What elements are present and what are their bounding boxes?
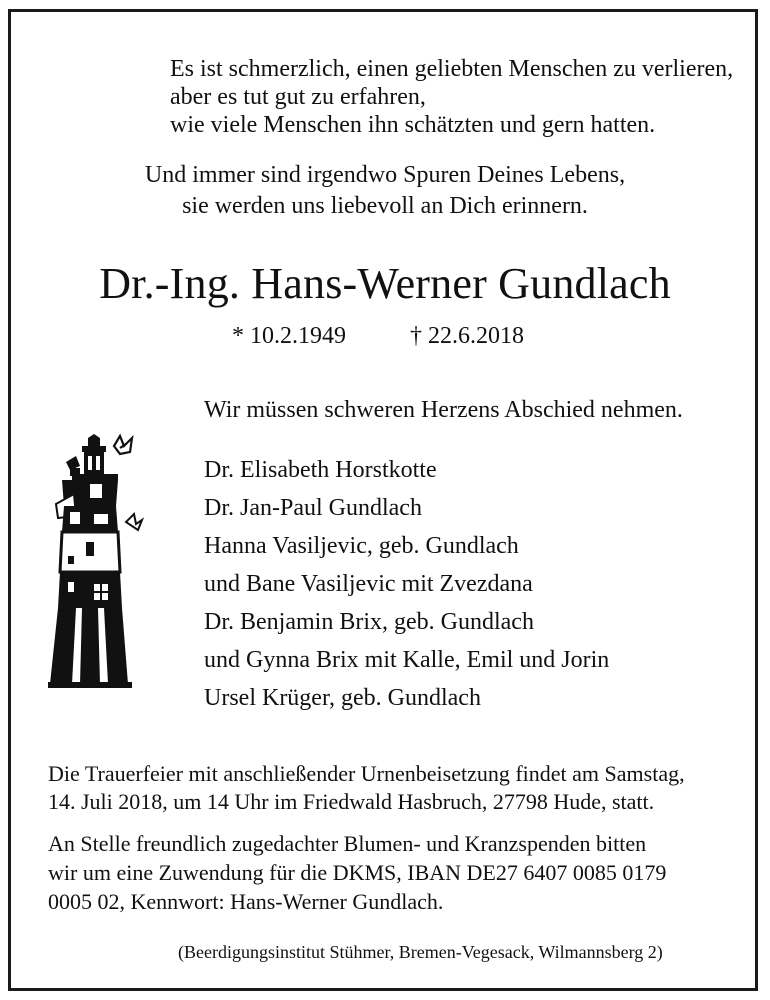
mourner-name: Dr. Jan-Paul Gundlach — [204, 495, 422, 521]
donation-info-line-3: 0005 02, Kennwort: Hans-Werner Gundlach. — [48, 889, 444, 914]
gull-icon — [114, 436, 132, 454]
donation-info-line-2: wir um eine Zuwendung für die DKMS, IBAN DE27 6407 0085 0179 — [48, 860, 667, 885]
death-date: † 22.6.2018 — [410, 323, 524, 349]
intro-quote-line-3: wie viele Menschen ihn schätzten und gern hatten. — [170, 112, 656, 138]
funeral-info-line-2: 14. Juli 2018, um 14 Uhr im Friedwald Hasbruch, 27798 Hude, statt. — [48, 789, 655, 814]
farewell-line: Wir müssen schweren Herzens Abschied nehmen. — [204, 397, 683, 423]
second-quote-line-2: sie werden uns liebevoll an Dich erinnern. — [182, 193, 588, 219]
mourner-name: und Gynna Brix mit Kalle, Emil und Jorin — [204, 647, 610, 673]
funeral-info-line-1: Die Trauerfeier mit anschließender Urnenbeisetzung findet am Samstag, — [48, 761, 685, 786]
lighthouse-illustration — [46, 432, 146, 690]
mourner-name: Hanna Vasiljevic, geb. Gundlach — [204, 533, 519, 559]
mourner-name: Ursel Krüger, geb. Gundlach — [204, 685, 481, 711]
mourner-name: Dr. Benjamin Brix, geb. Gundlach — [204, 609, 534, 635]
second-quote-line-1: Und immer sind irgendwo Spuren Deines Lebens, — [144, 162, 626, 188]
deceased-name: Dr.-Ing. Hans-Werner Gundlach — [99, 259, 671, 308]
donation-info-line-1: An Stelle freundlich zugedachter Blumen- und Kranzspenden bitten — [48, 831, 647, 856]
funeral-home: (Beerdigungsinstitut Stühmer, Bremen-Vegesack, Wilmannsberg 2) — [178, 942, 663, 962]
mourner-name: und Bane Vasiljevic mit Zvezdana — [204, 571, 533, 597]
birth-date: * 10.2.1949 — [232, 323, 346, 349]
mourner-name: Dr. Elisabeth Horstkotte — [204, 457, 437, 483]
gull-icon — [126, 514, 142, 530]
intro-quote-line-1: Es ist schmerzlich, einen geliebten Menschen zu verlieren, — [170, 56, 734, 82]
intro-quote-line-2: aber es tut gut zu erfahren, — [170, 84, 426, 110]
